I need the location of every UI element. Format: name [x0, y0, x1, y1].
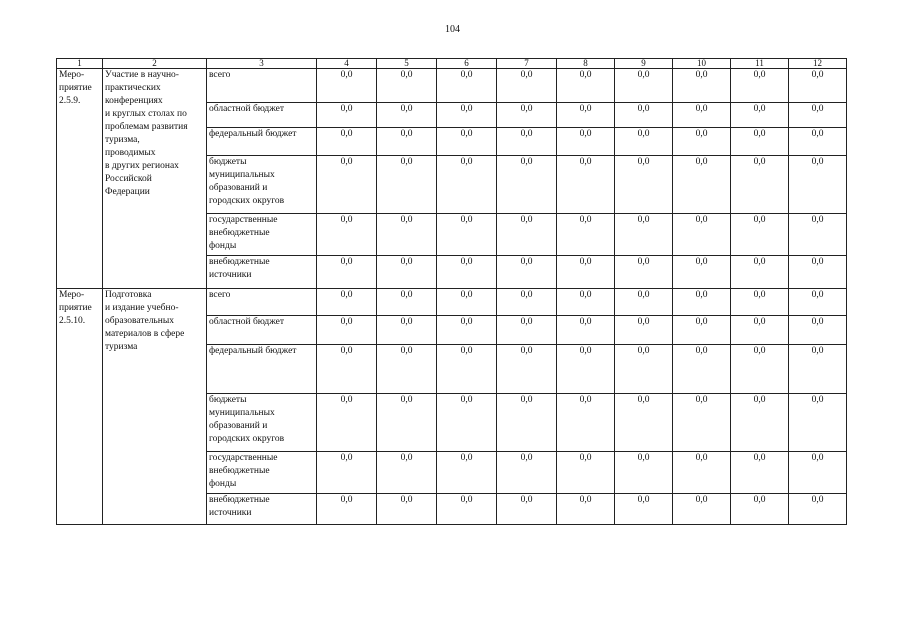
funding-source: бюджеты муниципальных образований и городских округов: [207, 156, 317, 214]
value-cell: 0,0: [789, 289, 847, 316]
value-cell: 0,0: [377, 452, 437, 494]
value-cell: 0,0: [615, 289, 673, 316]
value-cell: 0,0: [497, 289, 557, 316]
value-cell: 0,0: [673, 289, 731, 316]
funding-source: всего: [207, 289, 317, 316]
value-cell: 0,0: [673, 316, 731, 345]
value-cell: 0,0: [497, 256, 557, 289]
value-cell: 0,0: [731, 394, 789, 452]
value-cell: 0,0: [497, 103, 557, 128]
value-cell: 0,0: [377, 214, 437, 256]
header-cell: 5: [377, 59, 437, 69]
value-cell: 0,0: [497, 316, 557, 345]
value-cell: 0,0: [557, 452, 615, 494]
value-cell: 0,0: [731, 69, 789, 103]
value-cell: 0,0: [377, 494, 437, 525]
value-cell: 0,0: [673, 494, 731, 525]
value-cell: 0,0: [673, 128, 731, 156]
value-cell: 0,0: [317, 289, 377, 316]
value-cell: 0,0: [497, 345, 557, 394]
value-cell: 0,0: [377, 156, 437, 214]
funding-source: областной бюджет: [207, 103, 317, 128]
value-cell: 0,0: [673, 345, 731, 394]
value-cell: 0,0: [497, 69, 557, 103]
value-cell: 0,0: [673, 394, 731, 452]
value-cell: 0,0: [557, 214, 615, 256]
header-cell: 7: [497, 59, 557, 69]
value-cell: 0,0: [731, 289, 789, 316]
budget-table: [56, 58, 847, 525]
header-cell: 2: [103, 59, 207, 69]
funding-source: государственные внебюджетные фонды: [207, 214, 317, 256]
value-cell: 0,0: [615, 214, 673, 256]
header-cell: 1: [57, 59, 103, 69]
value-cell: 0,0: [789, 256, 847, 289]
value-cell: 0,0: [615, 256, 673, 289]
value-cell: 0,0: [437, 128, 497, 156]
value-cell: 0,0: [557, 494, 615, 525]
value-cell: 0,0: [789, 128, 847, 156]
value-cell: 0,0: [317, 214, 377, 256]
table-row: [57, 289, 847, 316]
value-cell: 0,0: [731, 214, 789, 256]
value-cell: 0,0: [437, 394, 497, 452]
value-cell: 0,0: [317, 452, 377, 494]
value-cell: 0,0: [437, 214, 497, 256]
table-body: [57, 69, 847, 525]
value-cell: 0,0: [789, 494, 847, 525]
value-cell: 0,0: [557, 394, 615, 452]
header-cell: 8: [557, 59, 615, 69]
value-cell: 0,0: [317, 345, 377, 394]
value-cell: 0,0: [317, 128, 377, 156]
value-cell: 0,0: [377, 316, 437, 345]
value-cell: 0,0: [557, 316, 615, 345]
value-cell: 0,0: [615, 394, 673, 452]
funding-source: всего: [207, 69, 317, 103]
funding-source: бюджеты муниципальных образований и городских округов: [207, 394, 317, 452]
value-cell: 0,0: [673, 256, 731, 289]
value-cell: 0,0: [317, 256, 377, 289]
value-cell: 0,0: [789, 316, 847, 345]
value-cell: 0,0: [557, 289, 615, 316]
header-cell: 3: [207, 59, 317, 69]
value-cell: 0,0: [615, 452, 673, 494]
value-cell: 0,0: [437, 69, 497, 103]
activity-code: Меро- приятие 2.5.10.: [57, 289, 103, 525]
funding-source: федеральный бюджет: [207, 128, 317, 156]
funding-source: государственные внебюджетные фонды: [207, 452, 317, 494]
value-cell: 0,0: [437, 345, 497, 394]
header-cell: 6: [437, 59, 497, 69]
value-cell: 0,0: [731, 156, 789, 214]
value-cell: 0,0: [615, 128, 673, 156]
value-cell: 0,0: [437, 256, 497, 289]
value-cell: 0,0: [497, 494, 557, 525]
value-cell: 0,0: [731, 128, 789, 156]
value-cell: 0,0: [615, 316, 673, 345]
value-cell: 0,0: [789, 214, 847, 256]
value-cell: 0,0: [377, 289, 437, 316]
value-cell: 0,0: [437, 156, 497, 214]
value-cell: 0,0: [317, 494, 377, 525]
value-cell: 0,0: [377, 103, 437, 128]
header-cell: 12: [789, 59, 847, 69]
value-cell: 0,0: [497, 452, 557, 494]
value-cell: 0,0: [437, 289, 497, 316]
value-cell: 0,0: [317, 103, 377, 128]
value-cell: 0,0: [557, 128, 615, 156]
value-cell: 0,0: [557, 156, 615, 214]
value-cell: 0,0: [673, 214, 731, 256]
table-row: [57, 69, 847, 103]
funding-source: областной бюджет: [207, 316, 317, 345]
header-cell: 11: [731, 59, 789, 69]
value-cell: 0,0: [615, 69, 673, 103]
value-cell: 0,0: [437, 452, 497, 494]
value-cell: 0,0: [557, 345, 615, 394]
activity-code: Меро- приятие 2.5.9.: [57, 69, 103, 289]
value-cell: 0,0: [673, 69, 731, 103]
header-cell: 9: [615, 59, 673, 69]
value-cell: 0,0: [437, 103, 497, 128]
value-cell: 0,0: [789, 103, 847, 128]
value-cell: 0,0: [789, 69, 847, 103]
value-cell: 0,0: [615, 494, 673, 525]
activity-title: Участие в научно- практических конференциях и круглых столах по проблемам развития туризма, проводимых в других регионах Российской Федерации: [103, 69, 207, 289]
value-cell: 0,0: [673, 156, 731, 214]
value-cell: 0,0: [615, 345, 673, 394]
value-cell: 0,0: [731, 316, 789, 345]
value-cell: 0,0: [731, 103, 789, 128]
value-cell: 0,0: [317, 69, 377, 103]
header-row: [57, 59, 847, 69]
page-number: 104: [445, 24, 460, 35]
funding-source: внебюджетные источники: [207, 256, 317, 289]
value-cell: 0,0: [317, 394, 377, 452]
value-cell: 0,0: [377, 394, 437, 452]
value-cell: 0,0: [317, 156, 377, 214]
value-cell: 0,0: [673, 452, 731, 494]
value-cell: 0,0: [317, 316, 377, 345]
value-cell: 0,0: [615, 103, 673, 128]
value-cell: 0,0: [497, 394, 557, 452]
value-cell: 0,0: [615, 156, 673, 214]
value-cell: 0,0: [731, 494, 789, 525]
value-cell: 0,0: [673, 103, 731, 128]
funding-source: федеральный бюджет: [207, 345, 317, 394]
value-cell: 0,0: [497, 128, 557, 156]
value-cell: 0,0: [497, 214, 557, 256]
value-cell: 0,0: [557, 103, 615, 128]
value-cell: 0,0: [789, 345, 847, 394]
header-cell: 10: [673, 59, 731, 69]
value-cell: 0,0: [789, 156, 847, 214]
value-cell: 0,0: [731, 452, 789, 494]
header-cell: 4: [317, 59, 377, 69]
value-cell: 0,0: [789, 394, 847, 452]
value-cell: 0,0: [437, 316, 497, 345]
activity-title: Подготовка и издание учебно- образовательных материалов в сфере туризма: [103, 289, 207, 525]
value-cell: 0,0: [557, 69, 615, 103]
value-cell: 0,0: [557, 256, 615, 289]
value-cell: 0,0: [377, 256, 437, 289]
value-cell: 0,0: [789, 452, 847, 494]
value-cell: 0,0: [377, 69, 437, 103]
value-cell: 0,0: [437, 494, 497, 525]
value-cell: 0,0: [731, 256, 789, 289]
value-cell: 0,0: [497, 156, 557, 214]
value-cell: 0,0: [731, 345, 789, 394]
value-cell: 0,0: [377, 345, 437, 394]
value-cell: 0,0: [377, 128, 437, 156]
funding-source: внебюджетные источники: [207, 494, 317, 525]
